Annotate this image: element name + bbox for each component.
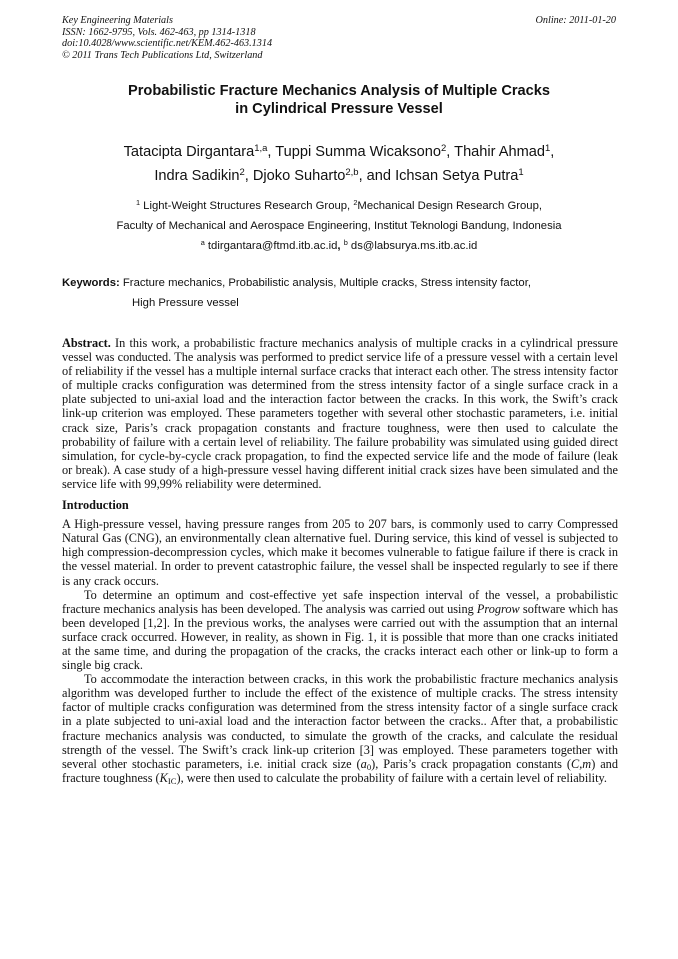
affiliation-1: Light-Weight Structures Research Group, bbox=[140, 200, 354, 212]
email-mark: a bbox=[200, 238, 205, 248]
intro-p2-text: To determine an optimum and cost-effective yet safe inspection interval of the vessel, a probabilistic fracture mechanics analysis has been developed. The analysis was carried out using bbox=[62, 587, 618, 616]
affiliation-mark: 1 bbox=[135, 198, 141, 208]
intro-p3-text: ), Paris’s crack propagation constants ( bbox=[371, 756, 572, 771]
affiliation-2: Mechanical Design Research Group, bbox=[357, 200, 543, 212]
intro-paragraph-2 bbox=[62, 588, 618, 673]
author-separator: , bbox=[244, 168, 253, 184]
author-separator: , bbox=[446, 144, 455, 160]
email-a-link[interactable]: tdirgantara@ftmd.itb.ac.id bbox=[204, 240, 338, 252]
author-line-1 bbox=[0, 140, 678, 164]
affiliation-faculty: Faculty of Mechanical and Aerospace Engineering, Institut Teknologi Bandung, Indonesia bbox=[116, 220, 562, 232]
keywords-line-2: High Pressure vessel bbox=[132, 297, 239, 309]
software-name: Progrow bbox=[476, 601, 520, 616]
author-name: Thahir Ahmad bbox=[454, 144, 546, 160]
symbol-k: K bbox=[159, 770, 168, 785]
abstract-label: Abstract. bbox=[62, 336, 111, 350]
abstract-paragraph bbox=[62, 336, 618, 491]
keywords-line-1 bbox=[62, 273, 618, 293]
affiliation-groups bbox=[0, 196, 678, 216]
author-separator: , bbox=[550, 144, 555, 160]
author-separator: , and bbox=[358, 168, 396, 184]
author-affiliation-mark: 1 bbox=[545, 143, 551, 155]
section-heading-introduction: Introduction bbox=[62, 498, 129, 513]
author-separator: , bbox=[267, 144, 276, 160]
author-name: Ichsan Setya Putra bbox=[395, 168, 519, 184]
intro-p2-text: software which has been developed [1,2]. In the previous works, the analyses were carried out with the assumption that an internal surface crack occurred. However, in reality, as shown in Fig. 1, it is possible that more than one cracks initiated at the same time, and during the propagation of the cracks, the cracks interact each other or link-up to form a single big crack. bbox=[62, 601, 618, 673]
symbol-cm: C,m bbox=[571, 756, 592, 771]
author-name: Tatacipta Dirgantara bbox=[123, 144, 255, 160]
author-name: Indra Sadikin bbox=[154, 168, 240, 184]
title-line-2: in Cylindrical Pressure Vessel bbox=[235, 101, 443, 117]
author-name: Djoko Suharto bbox=[252, 168, 346, 184]
keywords bbox=[62, 273, 618, 313]
keywords-label: Keywords: bbox=[62, 277, 120, 289]
author-affiliation-mark: 1,a bbox=[254, 143, 268, 155]
issn-line: ISSN: 1662-9795, Vols. 462-463, pp 1314-1318 bbox=[62, 26, 256, 38]
copyright-line: © 2011 Trans Tech Publications Ltd, Switzerland bbox=[62, 49, 263, 61]
intro-p3-text: ) and fracture toughness ( bbox=[62, 756, 618, 785]
author-line-2 bbox=[0, 164, 678, 188]
abstract-text: In this work, a probabilistic fracture mechanics analysis of multiple cracks in a cylindrical pressure vessel was conducted. The analysis was performed to predict service life of a pressure vessel with a certain level of reliability if the vessel has a multiple internal surface cracks that interact each other. The stress intensity factor of multiple cracks configuration was determined from the stress intensity factor of a single surface crack in a plate subjected to uni-axial load and the interaction factor between the cracks. In this work, the Swift’s crack link-up criterion was employed. These parameters together with several other stochastic parameters, i.e. initial crack size, Paris’s crack propagation constants and fracture toughness, were then used to calculate the probability of failure with a certain level of reliability. The failure probability was simulated using guided direct simulation, for cycle-by-cycle crack propagation, to find the expected service life and the mode of failure (leak or break). A case study of a high-pressure vessel having different initial crack sizes have been simulated and the service life with 99,99% reliability were determined. bbox=[62, 336, 619, 491]
email-mark: b bbox=[343, 238, 348, 248]
author-emails bbox=[0, 236, 678, 256]
intro-paragraph-1: A High-pressure vessel, having pressure ranges from 205 to 207 bars, is commonly used to carry Compressed Natural Gas (CNG), an environmentally clean alternative fuel. During service, this kind of vessel is subjected to high compression-decompression cycles, which make it becomes vulnerable to fatigue failure if there is crack in the vessel material. In order to prevent catastrophic failure, the vessel shall be inspected regularly to see if there is any crack occurs. bbox=[62, 517, 618, 588]
doi-line: doi:10.4028/www.scientific.net/KEM.462-463.1314 bbox=[62, 38, 273, 50]
symbol-k-subscript: IC bbox=[167, 776, 177, 787]
email-separator: , bbox=[337, 240, 341, 252]
intro-p3-text: To accommodate the interaction between cracks, in this work the probabilistic fracture mechanics analysis algorithm was developed further to include the effect of the existence of multiple cracks. The stress intensity factor of multiple cracks configuration was determined from the stress intensity factor of a single surface crack in a plate subjected to uni-axial load and the interaction factor between the cracks.. After that, a probabilistic fracture mechanics analysis was conducted, to simulate the growth of the cracks, and calculate the residual strength of the vessel. The Swift’s crack link-up criterion [3] was employed. These parameters together with several other stochastic parameters, i.e. initial crack size ( bbox=[62, 672, 618, 771]
author-name: Tuppi Summa Wicaksono bbox=[275, 144, 442, 160]
symbol-a0-subscript: 0 bbox=[366, 762, 372, 773]
symbol-a0: a bbox=[360, 756, 367, 771]
email-b-link[interactable]: ds@labsurya.ms.itb.ac.id bbox=[347, 240, 478, 252]
affiliation-mark: 2 bbox=[353, 198, 358, 208]
author-affiliation-mark: 2 bbox=[441, 143, 447, 155]
paper-body bbox=[62, 336, 618, 785]
author-list bbox=[0, 140, 678, 188]
affiliations bbox=[0, 196, 678, 256]
author-affiliation-mark: 2,b bbox=[345, 167, 359, 179]
title-line-1: Probabilistic Fracture Mechanics Analysis of Multiple Cracks bbox=[128, 83, 550, 99]
paper-title bbox=[0, 82, 678, 118]
intro-p3-text: ), were then used to calculate the probability of failure with a certain level of reliability. bbox=[176, 770, 607, 785]
author-affiliation-mark: 1 bbox=[518, 167, 524, 179]
journal-name: Key Engineering Materials bbox=[62, 15, 173, 26]
keywords-text: Fracture mechanics, Probabilistic analysis, Multiple cracks, Stress intensity factor, bbox=[119, 277, 531, 289]
author-affiliation-mark: 2 bbox=[239, 167, 245, 179]
online-date: Online: 2011-01-20 bbox=[535, 15, 616, 26]
journal-header bbox=[62, 15, 272, 61]
intro-paragraph-3 bbox=[62, 672, 618, 785]
